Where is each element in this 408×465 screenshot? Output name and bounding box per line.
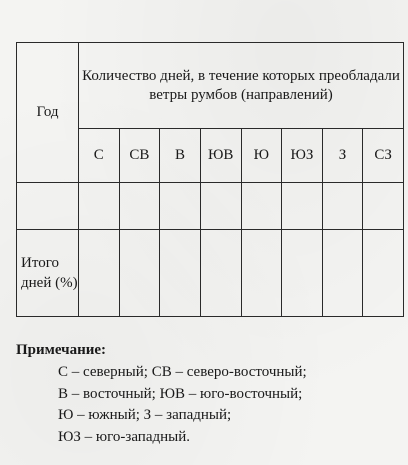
empty-cell xyxy=(17,183,79,230)
note-line: ЮЗ – юго-западный. xyxy=(58,428,190,445)
direction-cell: СВ xyxy=(119,129,160,183)
days-header-cell xyxy=(79,43,404,129)
note-section xyxy=(16,340,404,448)
empty-cell xyxy=(160,183,201,230)
table-header-row xyxy=(17,43,404,129)
total-label: Итого дней (%) xyxy=(21,255,78,291)
total-row xyxy=(17,230,404,317)
empty-cell xyxy=(282,183,323,230)
empty-cell xyxy=(79,183,120,230)
direction-cell: ЮЗ xyxy=(282,129,323,183)
days-header: Количество дней, в течение которых преобладали ветры румбов (направлений) xyxy=(82,67,400,103)
note-line: Ю – южный; З – западный; xyxy=(58,407,232,423)
empty-cell xyxy=(363,230,404,317)
empty-cell xyxy=(241,230,282,317)
empty-cell xyxy=(200,183,241,230)
empty-cell xyxy=(160,230,201,317)
empty-cell xyxy=(282,230,323,317)
note-lines xyxy=(16,362,404,448)
empty-cell xyxy=(322,183,363,230)
direction-cell: С xyxy=(79,129,120,183)
year-header: Год xyxy=(36,104,59,120)
direction-cell: ЮВ xyxy=(200,129,241,183)
direction-cell: В xyxy=(160,129,201,183)
note-line: В – восточный; ЮВ – юго-восточный; xyxy=(58,385,303,402)
table-row xyxy=(17,183,404,230)
direction-cell: З xyxy=(322,129,363,183)
empty-cell xyxy=(241,183,282,230)
note-title: Примечание: xyxy=(16,342,107,358)
empty-cell xyxy=(322,230,363,317)
direction-cell: СЗ xyxy=(363,129,404,183)
empty-cell xyxy=(79,230,120,317)
year-header-cell xyxy=(17,43,79,183)
note-line: С – северный; СВ – северо-восточный; xyxy=(58,364,307,380)
direction-cell: Ю xyxy=(241,129,282,183)
empty-cell xyxy=(119,230,160,317)
empty-cell xyxy=(200,230,241,317)
wind-days-table xyxy=(16,42,404,317)
empty-cell xyxy=(363,183,404,230)
total-label-cell xyxy=(17,230,79,317)
empty-cell xyxy=(119,183,160,230)
